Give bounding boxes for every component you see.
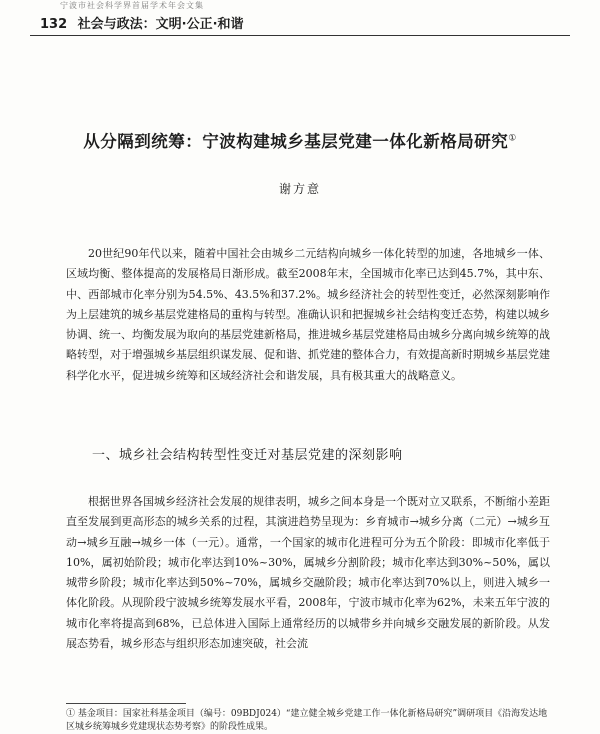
section-body [66,492,550,654]
footnote-rule [66,703,186,704]
article-title-block [40,128,560,152]
title-footnote-marker: ① [508,133,517,144]
intro-paragraph: 20世纪90年代以来，随着中国社会由城乡二元结构向城乡一体化转型的加速，各地城乡一体、区域均衡、整体提高的发展格局日渐形成。截至2008年末，全国城市化率已达到45.7%，其中东、中、西部城市化率分别为54.5%、43.5%和37.2%。城乡经济社会的转型性变迁，必然深刻影响作为上层建筑的城乡基层党建格局的重构与转型。准确认识和把握城乡社会结构变迁态势，构建以城乡协调、统一、均衡发展为取向的基层党建新格局，推进城乡基层党建格局由城乡分离向城乡统筹的战略转型，对于增强城乡基层组织谋发展、促和谐、抓党建的整体合力，有效提高新时期城乡基层党建科学化水平，促进城乡统筹和区域经济社会和谐发展，具有极其重大的战略意义。 [66,247,550,382]
running-header-title: 社会与政法：文明·公正·和谐 [77,17,244,32]
running-header [40,13,244,32]
top-note: 宁波市社会科学界首届学术年会文集 [60,1,204,10]
author: 谢方意 [278,182,321,196]
header-rule [30,35,570,36]
article-title: 从分隔到统筹：宁波构建城乡基层党建一体化新格局研究 [83,132,509,151]
section-heading: 一、城乡社会结构转型性变迁对基层党建的深刻影响 [92,448,403,463]
intro-section [66,244,550,386]
footnote: ① 基金项目：国家社科基金项目（编号：09BDJ024）“建立健全城乡党建工作一体化新格局研究”调研项目《沿海发达地区城乡统筹城乡党建现状态势考察》的阶段性成果。 [66,709,548,732]
page-number: 132 [40,17,68,32]
section-paragraph: 根据世界各国城乡经济社会发展的规律表明，城乡之间本身是一个既对立又联系，不断缩小差距直至发展到更高形态的城乡关系的过程，其演进趋势呈现为：乡育城市→城乡分离（二元）→城乡互动→城乡互融→城乡一体（一元）。通常，一个国家的城市化进程可分为五个阶段：即城市化率低于10%，属初始阶段；城市化率达到10%~30%，属城乡分割阶段；城市化率达到30%~50%，属以城带乡阶段；城市化率达到50%~70%，属城乡交融阶段；城市化率达到70%以上，则进入城乡一体化阶段。从现阶段宁波城乡统筹发展水平看，2008年，宁波市城市化率为62%，未来五年宁波的城市化率将提高到68%，已总体进入国际上通常经历的以城带乡并向城乡交融发展的新阶段。从发展态势看，城乡形态与组织形态加速突破，社会流 [66,495,550,651]
